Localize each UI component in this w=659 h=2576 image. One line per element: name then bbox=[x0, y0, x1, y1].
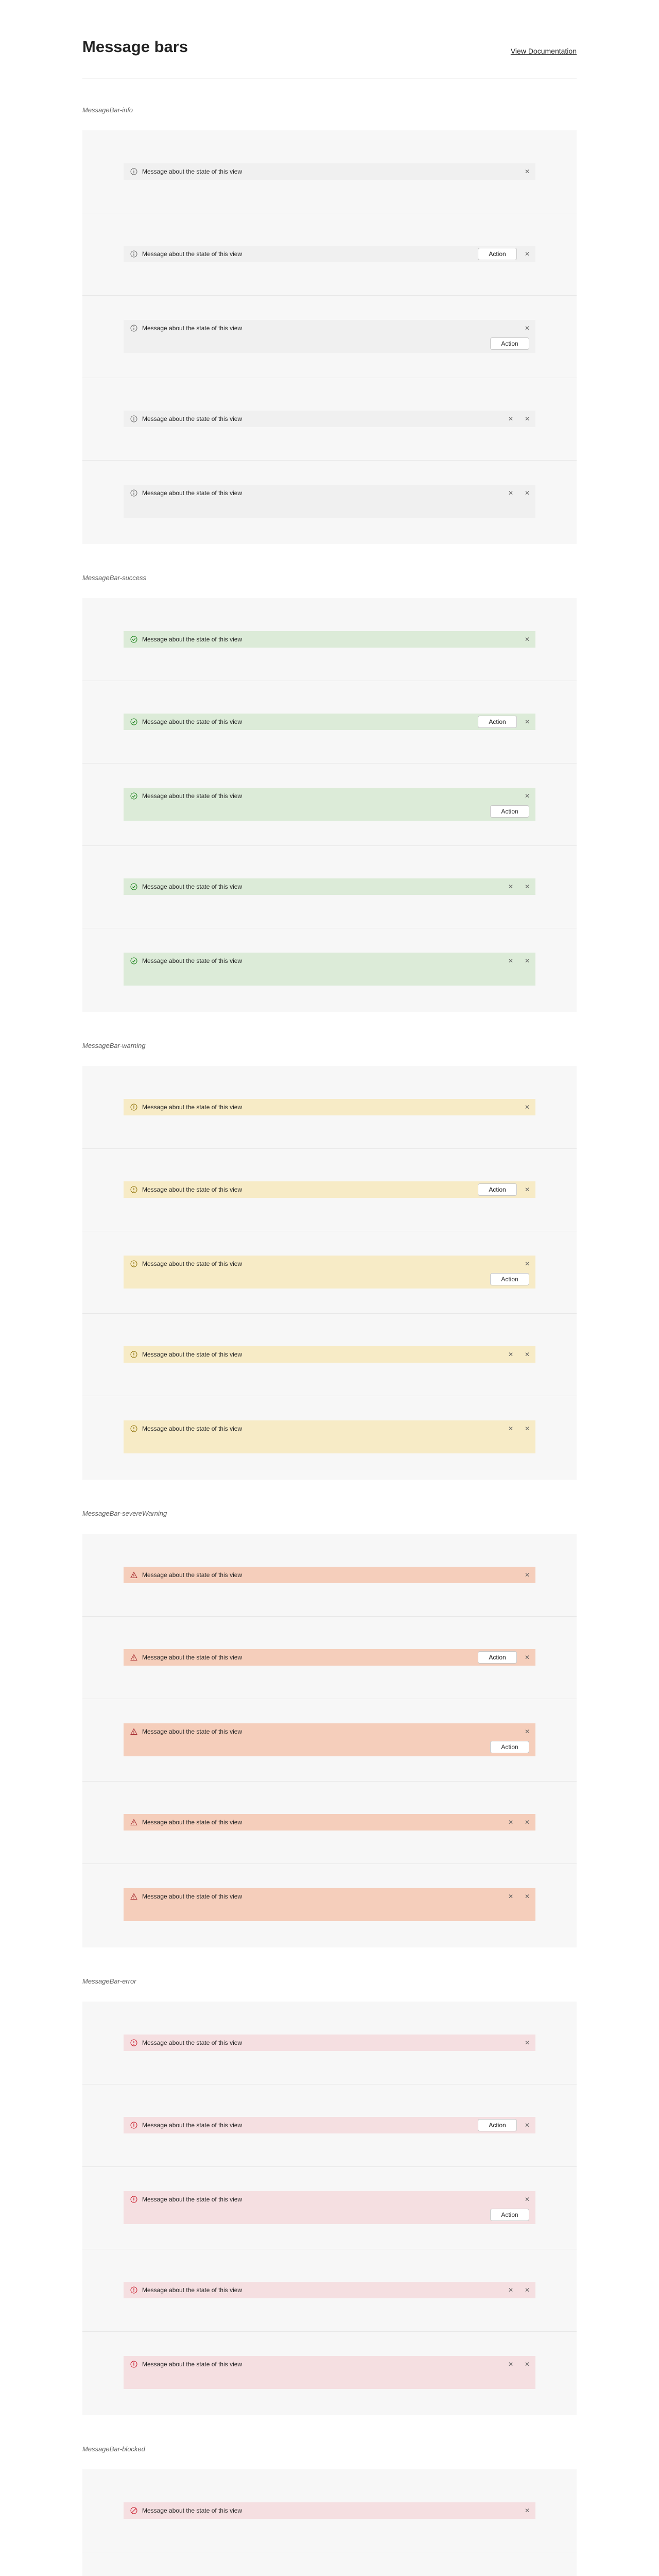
messagebar-cell bbox=[82, 763, 577, 846]
message-bar bbox=[124, 246, 535, 262]
message-bar bbox=[124, 1181, 535, 1198]
message-bar bbox=[124, 2117, 535, 2133]
action-button[interactable]: Action bbox=[490, 805, 529, 818]
info-icon bbox=[130, 324, 138, 332]
dismiss-icon[interactable]: ✕ bbox=[508, 1351, 514, 1358]
checkmark-icon bbox=[130, 957, 138, 965]
messagebar-panel bbox=[82, 1534, 577, 1947]
dismiss-icon[interactable]: ✕ bbox=[508, 957, 514, 964]
close-icon[interactable]: ✕ bbox=[524, 957, 530, 964]
message-text: Message about the state of this view bbox=[142, 792, 242, 800]
messagebar-cell bbox=[82, 1148, 577, 1231]
close-icon[interactable]: ✕ bbox=[524, 2122, 530, 2129]
messagebar-cell bbox=[82, 1534, 577, 1617]
message-bar bbox=[124, 2502, 535, 2519]
messagebar-cell bbox=[82, 1616, 577, 1699]
message-text: Message about the state of this view bbox=[142, 1893, 242, 1900]
page-title: Message bars bbox=[82, 38, 188, 56]
action-button[interactable]: Action bbox=[490, 2209, 529, 2221]
messagebar-cell bbox=[82, 1231, 577, 1314]
messagebar-cell bbox=[82, 2166, 577, 2249]
message-text: Message about the state of this view bbox=[142, 718, 242, 725]
close-icon[interactable]: ✕ bbox=[524, 250, 530, 258]
alert-icon bbox=[130, 1653, 138, 1662]
close-icon[interactable]: ✕ bbox=[524, 636, 530, 643]
action-button[interactable]: Action bbox=[478, 2119, 517, 2131]
messagebar-cell bbox=[82, 2002, 577, 2084]
close-icon[interactable]: ✕ bbox=[524, 2361, 530, 2368]
message-text: Message about the state of this view bbox=[142, 250, 242, 258]
message-text: Message about the state of this view bbox=[142, 2122, 242, 2129]
close-icon[interactable]: ✕ bbox=[524, 1104, 530, 1111]
page-header bbox=[82, 37, 577, 78]
messagebar-cell bbox=[82, 1699, 577, 1782]
message-text: Message about the state of this view bbox=[142, 1425, 242, 1432]
error-icon bbox=[130, 2039, 138, 2047]
message-bar bbox=[124, 1723, 535, 1756]
section-label: MessageBar-blocked bbox=[82, 2445, 145, 2453]
checkmark-icon bbox=[130, 635, 138, 643]
message-text: Message about the state of this view bbox=[142, 2361, 242, 2368]
alert-icon bbox=[130, 1727, 138, 1736]
dismiss-icon[interactable]: ✕ bbox=[508, 415, 514, 422]
messagebar-cell bbox=[82, 681, 577, 764]
section-label: MessageBar-error bbox=[82, 1977, 136, 1985]
action-button[interactable]: Action bbox=[478, 1651, 517, 1664]
close-icon[interactable]: ✕ bbox=[524, 2286, 530, 2294]
message-text: Message about the state of this view bbox=[142, 1260, 242, 1267]
close-icon[interactable]: ✕ bbox=[524, 1186, 530, 1193]
messagebar-panel bbox=[82, 2469, 577, 2576]
message-text: Message about the state of this view bbox=[142, 1351, 242, 1358]
messagebar-cell bbox=[82, 2469, 577, 2552]
close-icon[interactable]: ✕ bbox=[524, 1571, 530, 1579]
action-button[interactable]: Action bbox=[478, 1183, 517, 1196]
message-text: Message about the state of this view bbox=[142, 1819, 242, 1826]
info-icon bbox=[130, 489, 138, 497]
close-icon[interactable]: ✕ bbox=[524, 489, 530, 497]
action-button[interactable]: Action bbox=[490, 337, 529, 350]
close-icon[interactable]: ✕ bbox=[524, 2039, 530, 2046]
warning-icon bbox=[130, 1350, 138, 1359]
message-text: Message about the state of this view bbox=[142, 2507, 242, 2514]
alert-icon bbox=[130, 1571, 138, 1579]
close-icon[interactable]: ✕ bbox=[524, 2507, 530, 2514]
message-text: Message about the state of this view bbox=[142, 2286, 242, 2294]
warning-icon bbox=[130, 1260, 138, 1268]
message-bar bbox=[124, 1567, 535, 1583]
messagebar-cell bbox=[82, 2084, 577, 2167]
message-bar bbox=[124, 953, 535, 986]
messagebar-cell bbox=[82, 213, 577, 296]
message-bar bbox=[124, 411, 535, 427]
checkmark-icon bbox=[130, 792, 138, 800]
alert-icon bbox=[130, 1892, 138, 1901]
message-bar bbox=[124, 714, 535, 730]
message-bar bbox=[124, 2356, 535, 2389]
section-label: MessageBar-info bbox=[82, 106, 133, 114]
message-text: Message about the state of this view bbox=[142, 2039, 242, 2046]
view-documentation-link[interactable]: View Documentation bbox=[510, 47, 577, 55]
message-bar bbox=[124, 2035, 535, 2051]
message-text: Message about the state of this view bbox=[142, 1728, 242, 1735]
info-icon bbox=[130, 167, 138, 176]
messagebar-cell bbox=[82, 1066, 577, 1149]
message-text: Message about the state of this view bbox=[142, 168, 242, 175]
message-text: Message about the state of this view bbox=[142, 325, 242, 332]
close-icon[interactable]: ✕ bbox=[524, 1260, 530, 1267]
message-text: Message about the state of this view bbox=[142, 1654, 242, 1661]
blocked-icon bbox=[130, 2506, 138, 2515]
message-text: Message about the state of this view bbox=[142, 957, 242, 964]
message-text: Message about the state of this view bbox=[142, 1104, 242, 1111]
message-bar bbox=[124, 485, 535, 518]
message-bar bbox=[124, 1346, 535, 1363]
dismiss-icon[interactable]: ✕ bbox=[508, 1425, 514, 1432]
message-bar bbox=[124, 1814, 535, 1831]
action-button[interactable]: Action bbox=[478, 248, 517, 260]
messagebar-cell bbox=[82, 845, 577, 928]
message-bar bbox=[124, 631, 535, 648]
message-text: Message about the state of this view bbox=[142, 2196, 242, 2203]
error-icon bbox=[130, 2360, 138, 2368]
message-bar bbox=[124, 1256, 535, 1289]
message-text: Message about the state of this view bbox=[142, 1186, 242, 1193]
action-button[interactable]: Action bbox=[490, 1741, 529, 1753]
messagebar-cell bbox=[82, 1313, 577, 1396]
messagebar-cell bbox=[82, 598, 577, 681]
dismiss-icon[interactable]: ✕ bbox=[508, 2286, 514, 2294]
message-bar bbox=[124, 1649, 535, 1666]
message-bar bbox=[124, 878, 535, 895]
dismiss-icon[interactable]: ✕ bbox=[508, 1819, 514, 1826]
messagebar-panel bbox=[82, 1066, 577, 1480]
checkmark-icon bbox=[130, 883, 138, 891]
messagebar-cell bbox=[82, 378, 577, 461]
close-icon[interactable]: ✕ bbox=[524, 883, 530, 890]
close-icon[interactable]: ✕ bbox=[524, 1893, 530, 1900]
info-icon bbox=[130, 250, 138, 258]
close-icon[interactable]: ✕ bbox=[524, 1654, 530, 1661]
message-bar bbox=[124, 320, 535, 353]
messagebar-cell bbox=[82, 1863, 577, 1946]
section-label: MessageBar-severeWarning bbox=[82, 1510, 167, 1517]
error-icon bbox=[130, 2121, 138, 2129]
messagebar-cell bbox=[82, 130, 577, 213]
dismiss-icon[interactable]: ✕ bbox=[508, 2361, 514, 2368]
message-text: Message about the state of this view bbox=[142, 636, 242, 643]
messagebar-cell bbox=[82, 2331, 577, 2414]
close-icon[interactable]: ✕ bbox=[524, 1819, 530, 1826]
message-bar bbox=[124, 1888, 535, 1921]
close-icon[interactable]: ✕ bbox=[524, 792, 530, 800]
warning-icon bbox=[130, 1185, 138, 1194]
message-text: Message about the state of this view bbox=[142, 1571, 242, 1579]
messagebar-cell bbox=[82, 295, 577, 378]
action-button[interactable]: Action bbox=[490, 1273, 529, 1285]
message-bar bbox=[124, 1420, 535, 1453]
messagebar-panel bbox=[82, 130, 577, 544]
message-bar bbox=[124, 788, 535, 821]
section-label: MessageBar-warning bbox=[82, 1042, 146, 1049]
message-text: Message about the state of this view bbox=[142, 883, 242, 890]
error-icon bbox=[130, 2286, 138, 2294]
info-icon bbox=[130, 415, 138, 423]
messagebar-panel bbox=[82, 2002, 577, 2415]
messagebar-panel bbox=[82, 598, 577, 1012]
checkmark-icon bbox=[130, 718, 138, 726]
dismiss-icon[interactable]: ✕ bbox=[508, 489, 514, 497]
message-text: Message about the state of this view bbox=[142, 415, 242, 422]
close-icon[interactable]: ✕ bbox=[524, 1351, 530, 1358]
close-icon[interactable]: ✕ bbox=[524, 718, 530, 725]
close-icon[interactable]: ✕ bbox=[524, 325, 530, 332]
message-text: Message about the state of this view bbox=[142, 489, 242, 497]
dismiss-icon[interactable]: ✕ bbox=[508, 1893, 514, 1900]
close-icon[interactable]: ✕ bbox=[524, 1425, 530, 1432]
message-bar bbox=[124, 1099, 535, 1115]
messagebar-cell bbox=[82, 1396, 577, 1478]
section-label: MessageBar-success bbox=[82, 574, 147, 582]
messagebar-cell bbox=[82, 2249, 577, 2332]
close-icon[interactable]: ✕ bbox=[524, 2196, 530, 2203]
messagebar-cell bbox=[82, 460, 577, 543]
alert-icon bbox=[130, 1818, 138, 1826]
action-button[interactable]: Action bbox=[478, 716, 517, 728]
close-icon[interactable]: ✕ bbox=[524, 415, 530, 422]
warning-icon bbox=[130, 1425, 138, 1433]
warning-icon bbox=[130, 1103, 138, 1111]
close-icon[interactable]: ✕ bbox=[524, 168, 530, 175]
dismiss-icon[interactable]: ✕ bbox=[508, 883, 514, 890]
close-icon[interactable]: ✕ bbox=[524, 1728, 530, 1735]
error-icon bbox=[130, 2195, 138, 2204]
message-bar bbox=[124, 163, 535, 180]
messagebar-cell bbox=[82, 928, 577, 1010]
messagebar-cell bbox=[82, 2552, 577, 2576]
messagebar-cell bbox=[82, 1781, 577, 1864]
message-bar bbox=[124, 2191, 535, 2224]
message-bar bbox=[124, 2282, 535, 2298]
